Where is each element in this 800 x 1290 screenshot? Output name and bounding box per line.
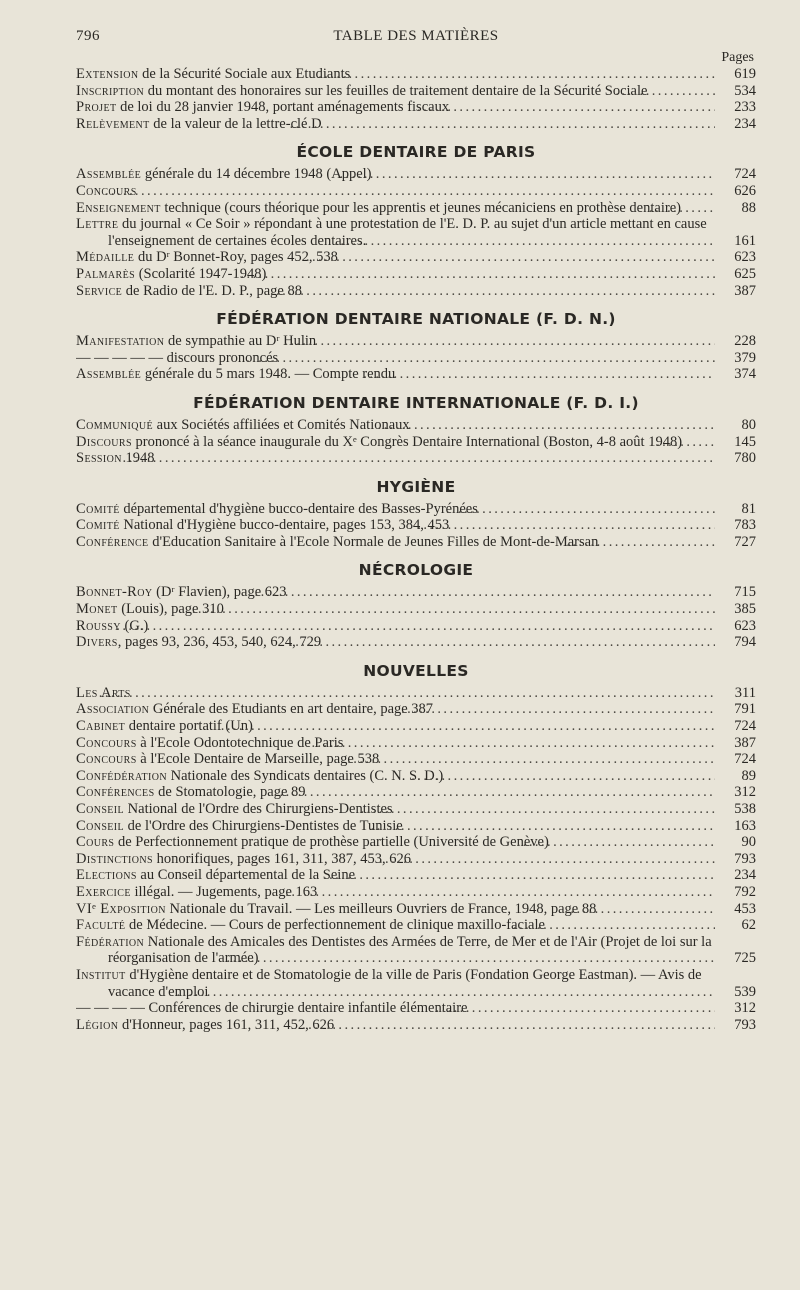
entry-text: Nationale des Syndicats dentaires (C. N. S. D.) bbox=[166, 767, 444, 784]
entry-text: générale du 14 décembre 1948 (Appel) bbox=[141, 166, 372, 183]
entry-text: de Perfectionnement pratique de prothèse partielle (Université de Genève) bbox=[114, 834, 549, 851]
entry-title bbox=[76, 283, 715, 300]
entry-page-number: 312 bbox=[715, 784, 756, 801]
entry-text: Nationale du Travail. — Les meilleurs Ouvriers de France, 1948, page 88 bbox=[165, 900, 597, 917]
toc-entry bbox=[76, 183, 756, 200]
toc-entry bbox=[76, 818, 756, 835]
toc-entry bbox=[76, 584, 756, 601]
section-heading: NOUVELLES bbox=[363, 661, 469, 680]
entry-title bbox=[76, 450, 715, 467]
entry-text: dentaire portatif (Un) bbox=[125, 718, 253, 735]
entry-text: du journal « Ce Soir » répondant à une protestation de l'E. D. P. au sujet d'un article mettant en cause l'enseignement de certaines écoles dentaires. bbox=[108, 216, 707, 249]
entry-title bbox=[76, 834, 715, 851]
entry-title bbox=[76, 917, 715, 934]
entry-text: (Louis), page 310 bbox=[117, 601, 224, 618]
toc-entry bbox=[76, 851, 756, 868]
entry-page-number: 233 bbox=[715, 99, 756, 116]
toc-entry bbox=[76, 1017, 756, 1034]
entry-title bbox=[76, 751, 715, 768]
entry-page-number: 623 bbox=[715, 618, 756, 635]
entry-title bbox=[76, 967, 715, 1000]
entry-keyword: Légion bbox=[76, 1016, 119, 1033]
entry-keyword: Comité bbox=[76, 500, 120, 517]
entry-keyword: Comité bbox=[76, 517, 120, 534]
entry-keyword: Cabinet bbox=[76, 718, 126, 735]
entry-text: à l'Ecole Dentaire de Marseille, page 538 bbox=[136, 751, 380, 768]
entry-text: (Scolarité 1947-1948) bbox=[135, 265, 267, 282]
entry-page-number: 311 bbox=[715, 685, 756, 702]
entry-text: d'Education Sanitaire à l'Ecole Normale de Jeunes Filles de Mont-de-Marsan bbox=[148, 533, 599, 550]
entry-keyword: Cours bbox=[76, 834, 115, 851]
entry-title bbox=[76, 884, 715, 901]
entry-text: prononcé à la séance inaugurale du Xᵉ Congrès Dentaire International (Boston, 4-8 août 1948) bbox=[131, 433, 683, 450]
toc-body bbox=[76, 66, 756, 1033]
entry-keyword: Discours bbox=[76, 433, 132, 450]
entry-page-number: 534 bbox=[715, 83, 756, 100]
entry-keyword: Concours bbox=[76, 182, 137, 199]
entry-title bbox=[76, 901, 715, 918]
toc-entry bbox=[76, 417, 756, 434]
entry-title bbox=[76, 818, 715, 835]
entry-page-number: 228 bbox=[715, 333, 756, 350]
entry-title bbox=[76, 768, 715, 785]
entry-keyword: Monet bbox=[76, 601, 118, 618]
entry-text: d'Honneur, pages 161, 311, 452, 626 bbox=[118, 1016, 335, 1033]
entry-page-number: 724 bbox=[715, 751, 756, 768]
entry-title bbox=[76, 99, 715, 116]
entry-title bbox=[76, 934, 715, 967]
toc-entry bbox=[76, 901, 756, 918]
section-heading: HYGIÈNE bbox=[376, 477, 456, 496]
toc-entry bbox=[76, 601, 756, 618]
entry-text: National d'Hygiène bucco-dentaire, pages 153, 384, 453 bbox=[119, 517, 450, 534]
entry-title bbox=[76, 66, 715, 83]
entry-title bbox=[76, 83, 715, 100]
entry-page-number: 783 bbox=[715, 517, 756, 534]
entry-title bbox=[76, 801, 715, 818]
entry-title bbox=[76, 718, 715, 735]
entry-text: (G.) bbox=[120, 617, 149, 634]
toc-entry bbox=[76, 784, 756, 801]
running-head bbox=[76, 22, 756, 50]
entry-text: 1948 bbox=[121, 450, 155, 467]
entry-keyword: Session bbox=[76, 450, 122, 467]
entry-text: départemental d'hygiène bucco-dentaire des Basses-Pyrénées bbox=[119, 500, 478, 517]
toc-entry bbox=[76, 249, 756, 266]
toc-entry bbox=[76, 283, 756, 300]
entry-keyword: Faculté bbox=[76, 917, 126, 934]
entry-page-number: 312 bbox=[715, 1000, 756, 1017]
entry-page-number: 715 bbox=[715, 584, 756, 601]
entry-keyword: Service bbox=[76, 282, 123, 299]
entry-keyword: Manifestation bbox=[76, 333, 165, 350]
entry-title bbox=[76, 366, 715, 383]
entry-title bbox=[76, 618, 715, 635]
toc-entry bbox=[76, 768, 756, 785]
entry-text: honorifiques, pages 161, 311, 387, 453, 626 bbox=[152, 850, 411, 867]
toc-entry bbox=[76, 266, 756, 283]
toc-entry bbox=[76, 534, 756, 551]
entry-keyword: Bonnet-Roy bbox=[76, 584, 153, 601]
entry-title bbox=[76, 417, 715, 434]
entry-title bbox=[76, 434, 715, 451]
toc-entry bbox=[76, 83, 756, 100]
entry-page-number: 81 bbox=[715, 501, 756, 518]
toc-entry bbox=[76, 116, 756, 133]
entry-text: technique (cours théorique pour les apprentis et jeunes mécaniciens en prothèse dentaire) bbox=[160, 199, 681, 216]
entry-page-number: 62 bbox=[715, 917, 756, 934]
entry-title bbox=[76, 534, 715, 551]
entry-keyword: Enseignement bbox=[76, 199, 161, 216]
entry-page-number: 374 bbox=[715, 366, 756, 383]
entry-text: de l'Ordre des Chirurgiens-Dentistes de Tunisie bbox=[124, 817, 403, 834]
entry-text: de Médecine. — Cours de perfectionnement de clinique maxillo-faciale bbox=[125, 917, 545, 934]
entry-keyword: Médaille bbox=[76, 249, 135, 266]
toc-entry bbox=[76, 99, 756, 116]
entry-title bbox=[76, 784, 715, 801]
entry-keyword: Fédération bbox=[76, 933, 145, 950]
entry-page-number: 163 bbox=[715, 818, 756, 835]
entry-title bbox=[76, 333, 715, 350]
toc-entry bbox=[76, 366, 756, 383]
entry-keyword: Conseil bbox=[76, 801, 125, 817]
entry-keyword: Assemblée bbox=[76, 166, 142, 183]
toc-entry bbox=[76, 333, 756, 350]
toc-entry bbox=[76, 634, 756, 651]
entry-keyword: Communiqué bbox=[76, 416, 154, 433]
entry-title bbox=[76, 634, 715, 651]
entry-title bbox=[76, 601, 715, 618]
section-heading: ÉCOLE DENTAIRE DE PARIS bbox=[296, 143, 536, 162]
entry-keyword: Divers bbox=[76, 634, 118, 651]
entry-keyword: Conseil bbox=[76, 817, 125, 834]
entry-text: illégal. — Jugements, page 163 bbox=[130, 883, 318, 900]
entry-page-number: 625 bbox=[715, 266, 756, 283]
entry-keyword: Les Arts bbox=[76, 684, 131, 701]
entry-keyword: Inscription bbox=[76, 82, 145, 99]
entry-page-number: 538 bbox=[715, 801, 756, 818]
entry-keyword: Relèvement bbox=[76, 115, 150, 132]
entry-text: Générale des Etudiants en art dentaire, page 387 bbox=[149, 701, 434, 718]
toc-entry bbox=[76, 200, 756, 217]
entry-text: du montant des honoraires sur les feuilles de traitement dentaire de la Sécurité Sociale bbox=[144, 82, 648, 99]
entry-keyword: Projet bbox=[76, 99, 117, 116]
entry-keyword: Roussy bbox=[76, 617, 121, 634]
entry-keyword: Conférences bbox=[76, 784, 155, 801]
toc-entry bbox=[76, 834, 756, 851]
toc-entry bbox=[76, 967, 756, 1000]
entry-keyword: Distinctions bbox=[76, 850, 153, 867]
entry-page-number: 794 bbox=[715, 634, 756, 651]
entry-page-number: 793 bbox=[715, 1017, 756, 1034]
entry-text: (Dʳ Flavien), page 623 bbox=[152, 584, 287, 601]
entry-text: générale du 5 mars 1948. — Compte rendu bbox=[141, 366, 396, 383]
toc-entry bbox=[76, 350, 756, 367]
toc-entry bbox=[76, 735, 756, 752]
entry-page-number: 234 bbox=[715, 116, 756, 133]
toc-entry bbox=[76, 166, 756, 183]
toc-entry bbox=[76, 517, 756, 534]
toc-entry bbox=[76, 501, 756, 518]
entry-title bbox=[76, 216, 715, 249]
entry-page-number: 793 bbox=[715, 851, 756, 868]
entry-text: — — — — — discours prononcés bbox=[76, 349, 279, 366]
entry-text: au Conseil départemental de la Seine bbox=[136, 867, 356, 884]
entry-keyword: Institut bbox=[76, 966, 126, 983]
entry-keyword: VIᵉ Exposition bbox=[76, 900, 166, 917]
entry-text: du Dʳ Bonnet-Roy, pages 452, 538 bbox=[134, 249, 338, 266]
entry-title bbox=[76, 266, 715, 283]
entry-title bbox=[76, 350, 715, 367]
toc-entry bbox=[76, 685, 756, 702]
toc-entry bbox=[76, 867, 756, 884]
entry-title bbox=[76, 183, 715, 200]
entry-text: aux Sociétés affiliées et Comités Nationaux bbox=[153, 416, 410, 433]
entry-page-number: 385 bbox=[715, 601, 756, 618]
entry-page-number: 791 bbox=[715, 701, 756, 718]
entry-title bbox=[76, 685, 715, 702]
entry-page-number: 725 bbox=[715, 950, 756, 967]
toc-entry bbox=[76, 1000, 756, 1017]
entry-page-number: 88 bbox=[715, 200, 756, 217]
entry-title bbox=[76, 867, 715, 884]
page-number: 796 bbox=[76, 28, 100, 44]
entry-keyword: Conférence bbox=[76, 533, 149, 550]
entry-keyword: Association bbox=[76, 701, 150, 718]
entry-keyword: Extension bbox=[76, 66, 139, 82]
entry-text: à l'Ecole Odontotechnique de Paris bbox=[136, 734, 344, 751]
entry-text: Nationale des Amicales des Dentistes des Armées de Terre, de Mer et de l'Air (Projet de loi sur la réorganisation de l'armée) bbox=[108, 933, 712, 967]
entry-page-number: 453 bbox=[715, 901, 756, 918]
entry-text: — — — — Conférences de chirurgie dentaire infantile élémentaire bbox=[76, 1000, 468, 1017]
entry-title bbox=[76, 166, 715, 183]
entry-page-number: 379 bbox=[715, 350, 756, 367]
entry-text: de sympathie au Dʳ Hulin bbox=[164, 333, 317, 350]
pages-column-label: Pages bbox=[721, 50, 754, 65]
toc-entry bbox=[76, 884, 756, 901]
entry-keyword: Palmarès bbox=[76, 265, 136, 282]
entry-title bbox=[76, 116, 715, 133]
toc-entry bbox=[76, 934, 756, 967]
entry-title bbox=[76, 501, 715, 518]
entry-page-number: 619 bbox=[715, 66, 756, 83]
toc-entry bbox=[76, 801, 756, 818]
entry-title bbox=[76, 1017, 715, 1034]
entry-text: , pages 93, 236, 453, 540, 624, 729 bbox=[117, 634, 322, 651]
toc-entry bbox=[76, 701, 756, 718]
toc-entry bbox=[76, 917, 756, 934]
entry-page-number: 724 bbox=[715, 166, 756, 183]
entry-title bbox=[76, 249, 715, 266]
section-heading: NÉCROLOGIE bbox=[358, 561, 474, 580]
entry-title bbox=[76, 851, 715, 868]
entry-keyword: Concours bbox=[76, 734, 137, 751]
entry-title bbox=[76, 735, 715, 752]
toc-entry bbox=[76, 450, 756, 467]
entry-keyword: Assemblée bbox=[76, 366, 142, 383]
entry-title bbox=[76, 1000, 715, 1017]
entry-text: National de l'Ordre des Chirurgiens-Dentistes bbox=[124, 801, 393, 817]
entry-page-number: 387 bbox=[715, 283, 756, 300]
section-heading: FÉDÉRATION DENTAIRE NATIONALE (F. D. N.) bbox=[216, 310, 616, 329]
entry-text: de la valeur de la lettre-clé D bbox=[149, 115, 322, 132]
entry-title bbox=[76, 517, 715, 534]
entry-page-number: 727 bbox=[715, 534, 756, 551]
entry-keyword: Lettre bbox=[76, 216, 119, 233]
entry-page-number: 387 bbox=[715, 735, 756, 752]
entry-page-number: 234 bbox=[715, 867, 756, 884]
entry-title bbox=[76, 200, 715, 217]
entry-page-number: 161 bbox=[715, 233, 756, 250]
entry-keyword: Exercice bbox=[76, 883, 131, 900]
entry-page-number: 724 bbox=[715, 718, 756, 735]
entry-keyword: Elections bbox=[76, 867, 137, 884]
toc-entry bbox=[76, 718, 756, 735]
section-heading: FÉDÉRATION DENTAIRE INTERNATIONALE (F. D. I.) bbox=[193, 393, 639, 412]
entry-title bbox=[76, 701, 715, 718]
entry-text: de la Sécurité Sociale aux Etudiants bbox=[138, 66, 351, 82]
entry-keyword: Confédération bbox=[76, 767, 167, 784]
toc-entry bbox=[76, 216, 756, 249]
entry-page-number: 89 bbox=[715, 768, 756, 785]
entry-keyword: Concours bbox=[76, 751, 137, 768]
entry-title bbox=[76, 584, 715, 601]
entry-text: de loi du 28 janvier 1948, portant aménagements fiscaux bbox=[116, 99, 450, 116]
entry-page-number: 90 bbox=[715, 834, 756, 851]
entry-page-number: 80 bbox=[715, 417, 756, 434]
entry-page-number: 792 bbox=[715, 884, 756, 901]
entry-page-number: 780 bbox=[715, 450, 756, 467]
entry-page-number: 623 bbox=[715, 249, 756, 266]
entry-page-number: 145 bbox=[715, 434, 756, 451]
entry-page-number: 539 bbox=[715, 984, 756, 1001]
entry-page-number: 626 bbox=[715, 183, 756, 200]
entry-text: de Radio de l'E. D. P., page 88 bbox=[122, 282, 302, 299]
toc-entry bbox=[76, 618, 756, 635]
page-title: TABLE DES MATIÈRES bbox=[333, 28, 499, 44]
toc-entry bbox=[76, 434, 756, 451]
entry-text: d'Hygiène dentaire et de Stomatologie de la ville de Paris (Fondation George Eastman). — Avis de vacance d'emploi bbox=[108, 966, 702, 1000]
toc-entry bbox=[76, 66, 756, 83]
entry-text: de Stomatologie, page 89 bbox=[154, 784, 306, 801]
toc-entry bbox=[76, 751, 756, 768]
